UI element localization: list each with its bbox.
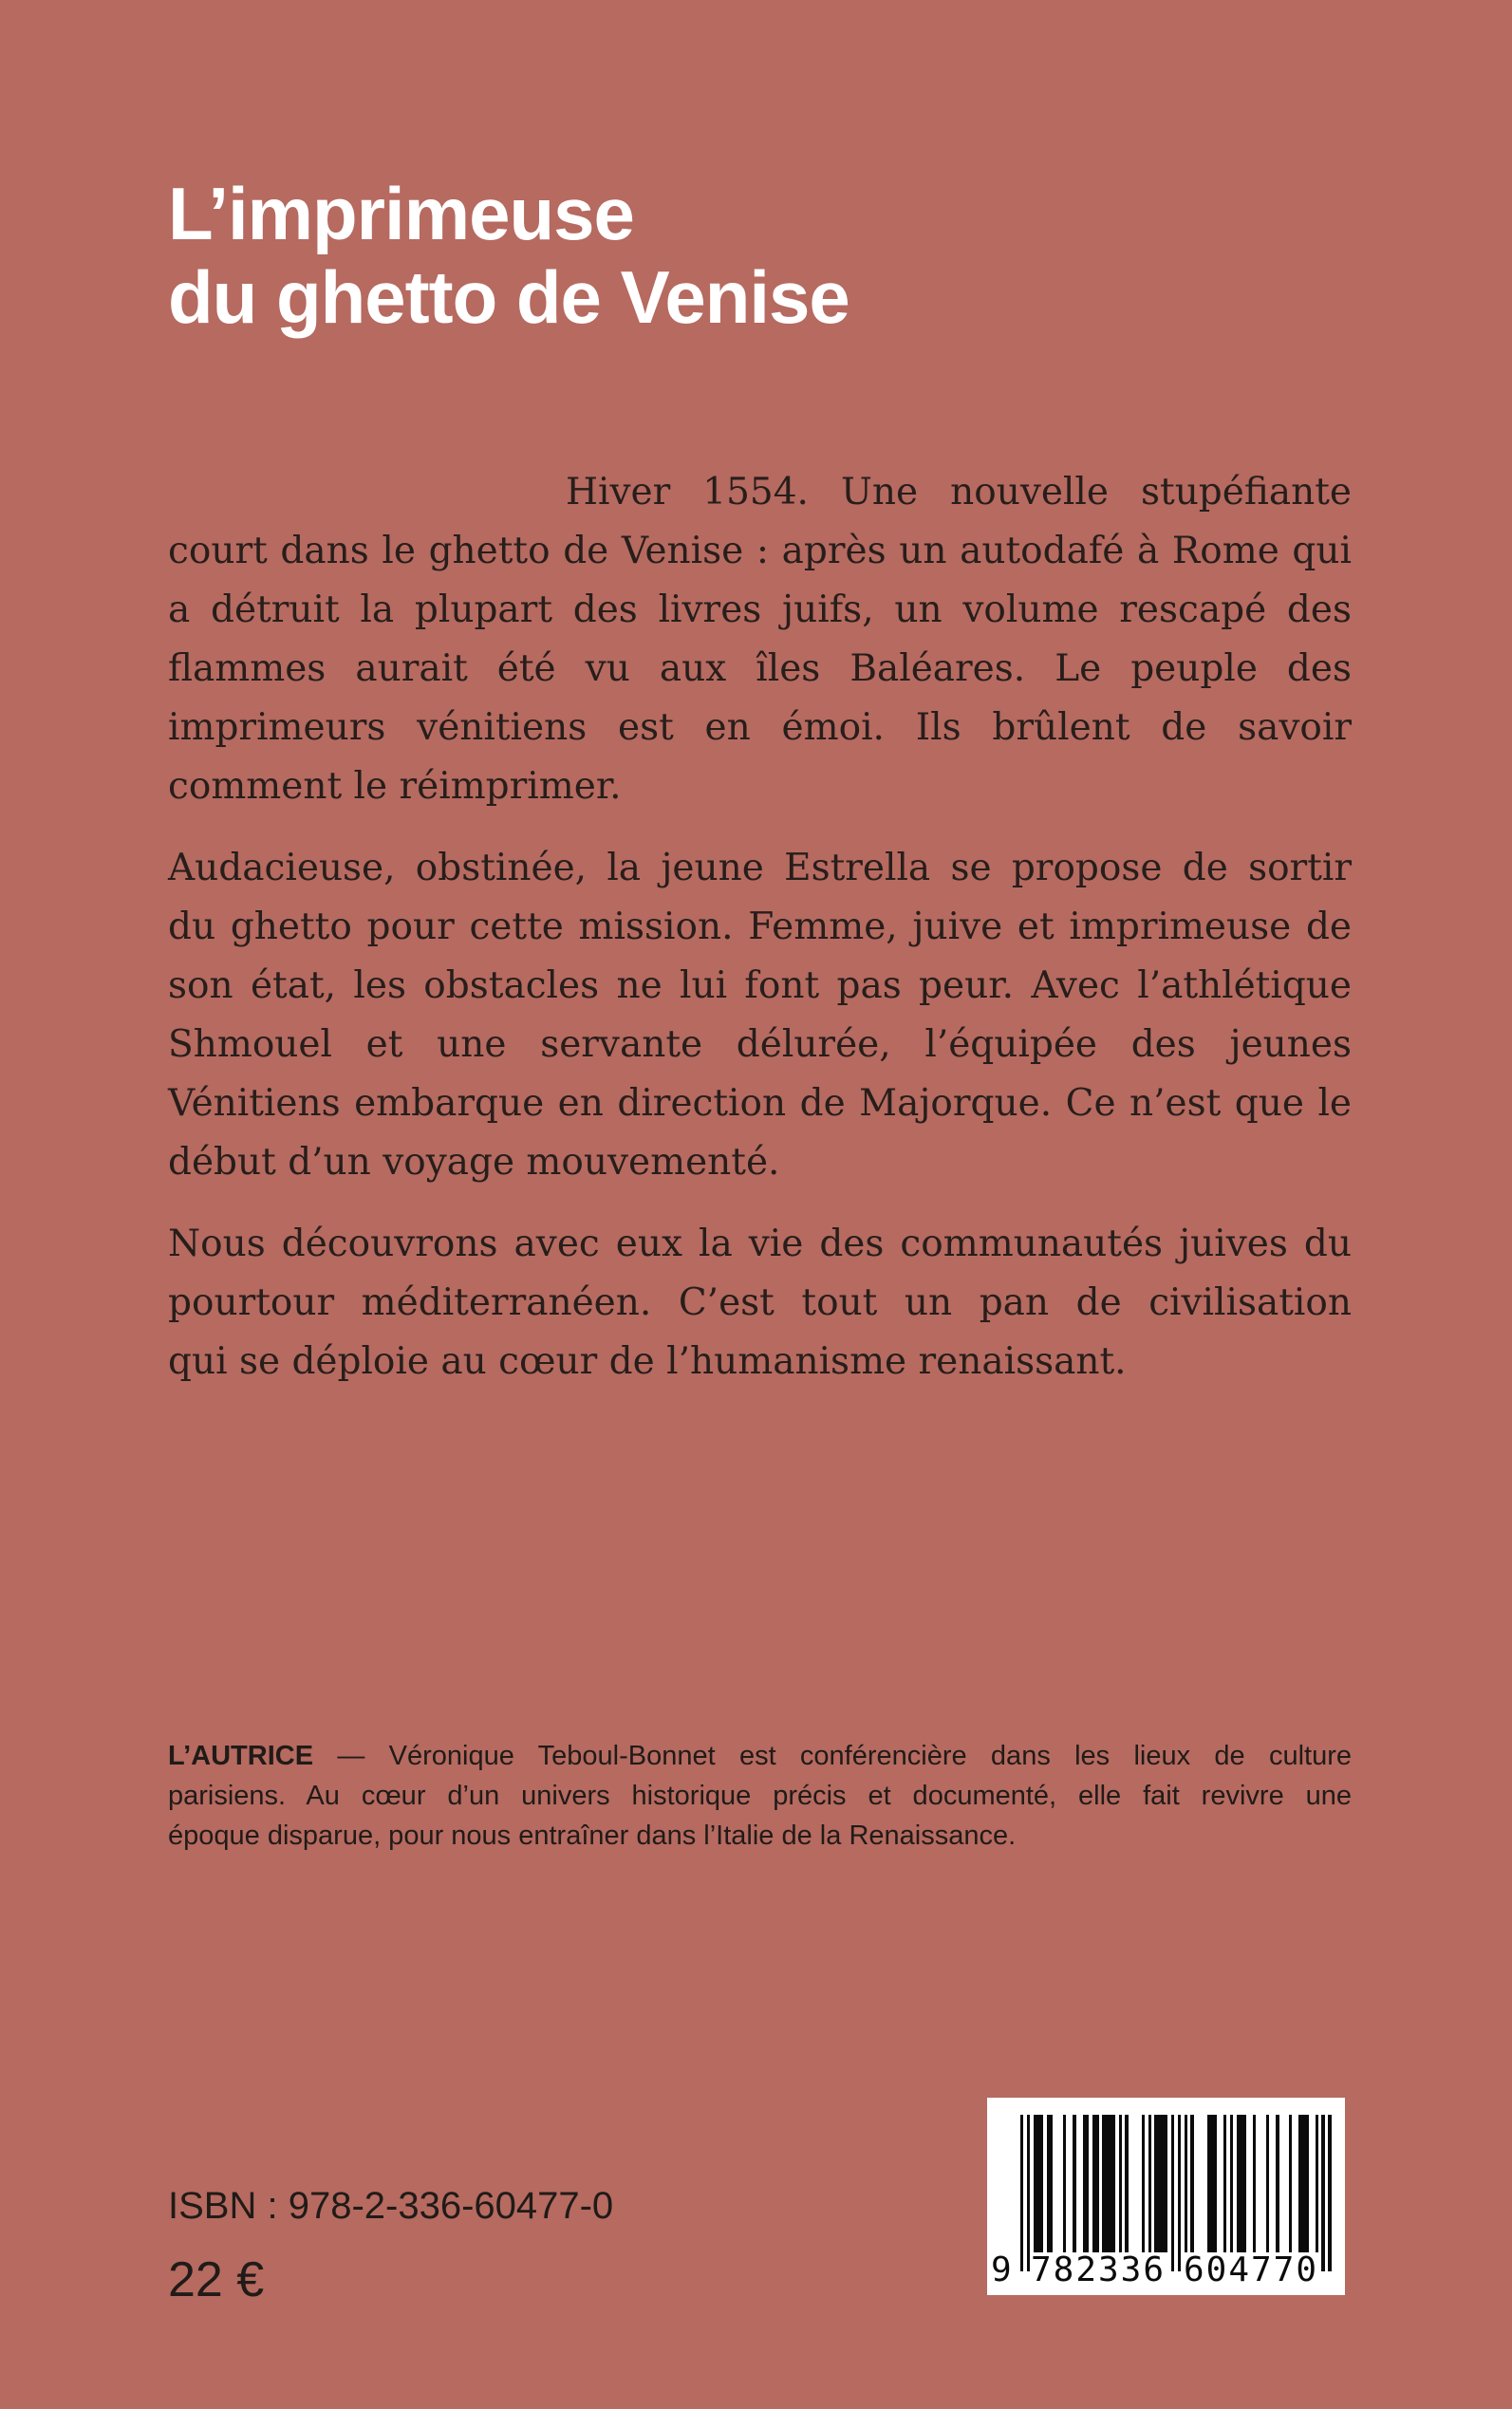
barcode-bar — [1230, 2115, 1233, 2252]
synopsis-line: son état, les obstacles ne lui font pas peur. Avec l’athlétique — [168, 964, 1352, 1007]
synopsis-line: a détruit la plupart des livres juifs, un volume rescapé des — [168, 588, 1352, 631]
barcode-bar — [1040, 2115, 1043, 2252]
barcode-bar — [1165, 2115, 1167, 2252]
synopsis-line: imprimeurs vénitiens est en émoi. Ils brûlent de savoir — [168, 706, 1352, 749]
barcode-bar — [1190, 2115, 1193, 2252]
barcode-digits-right: 604770 — [1183, 2250, 1319, 2289]
barcode-bar — [1214, 2115, 1217, 2252]
barcode-digit-first: 9 — [991, 2250, 1012, 2289]
synopsis-line: Shmouel et une servante délurée, l’équipée des jeunes — [168, 1023, 1352, 1066]
barcode-bar — [1095, 2115, 1098, 2252]
barcode-bar — [1266, 2115, 1269, 2252]
book-title-line-2: du ghetto de Venise — [168, 255, 849, 339]
author-separator: — — [313, 1741, 389, 1771]
barcode-bar — [1119, 2115, 1122, 2252]
barcode-bar — [1328, 2115, 1331, 2271]
barcode-bar — [1112, 2115, 1115, 2252]
barcode-bar — [1125, 2115, 1128, 2252]
author-note-line: parisiens. Au cœur d’un univers historique précis et documenté, elle fait revivre une — [168, 1781, 1352, 1811]
synopsis-line: qui se déploie au cœur de l’humanisme renaissant. — [168, 1340, 1127, 1383]
barcode-bar — [1171, 2115, 1174, 2271]
barcode-bar — [1253, 2115, 1256, 2252]
author-note — [168, 1736, 1352, 1856]
author-label: L’AUTRICE — [168, 1741, 314, 1771]
author-note-line — [168, 1736, 1352, 1776]
synopsis-line: pourtour méditerranéen. C’est tout un pan de civilisation — [168, 1281, 1352, 1324]
synopsis-line: comment le réimprimer. — [168, 765, 622, 808]
synopsis-line: flammes aurait été vu aux îles Baléares. Le peuple des — [168, 647, 1352, 690]
synopsis-line: Vénitiens embarque en direction de Majorque. Ce n’est que le — [168, 1082, 1352, 1125]
barcode-bar — [1050, 2115, 1053, 2252]
author-note-line: époque disparue, pour nous entraîner dans l’Italie de la Renaissance. — [168, 1821, 1017, 1851]
synopsis-paragraph — [168, 839, 1352, 1192]
author-note-text: Véronique Teboul-Bonnet est conférencière dans les lieux de culture — [388, 1741, 1352, 1771]
barcode-bar — [1063, 2115, 1066, 2252]
barcode-bar — [1073, 2115, 1075, 2252]
barcode-bar — [1243, 2115, 1246, 2252]
synopsis-line: du ghetto pour cette mission. Femme, juive et imprimeuse de — [168, 906, 1352, 948]
book-title — [168, 172, 849, 339]
barcode-bar — [1142, 2115, 1145, 2252]
barcode-bar — [1020, 2115, 1023, 2271]
barcode-bar — [1223, 2115, 1226, 2252]
synopsis-line: début d’un voyage mouvementé. — [168, 1141, 780, 1184]
synopsis-paragraph — [168, 463, 1352, 816]
barcode-bar — [1321, 2115, 1324, 2271]
synopsis-paragraph — [168, 1215, 1352, 1391]
barcode-bar — [1027, 2115, 1030, 2271]
barcode-bar — [1289, 2115, 1292, 2252]
book-title-line-1: L’imprimeuse — [168, 172, 634, 255]
barcode-bar — [1316, 2115, 1318, 2252]
barcode-bar — [1178, 2115, 1181, 2271]
barcode-bar — [1148, 2115, 1151, 2252]
barcode — [987, 2098, 1345, 2295]
synopsis-line: court dans le ghetto de Venise : après un autodafé à Rome qui — [168, 530, 1352, 572]
price-text: 22 € — [168, 2252, 265, 2307]
barcode-bars — [1020, 2115, 1330, 2271]
barcode-bar — [1086, 2115, 1089, 2252]
synopsis-line: Nous découvrons avec eux la vie des communautés juives du — [168, 1223, 1352, 1265]
synopsis-line: Audacieuse, obstinée, la jeune Estrella se propose de sortir — [168, 847, 1352, 889]
synopsis — [168, 463, 1352, 1391]
barcode-digits-left: 782336 — [1030, 2250, 1167, 2289]
barcode-bar — [1185, 2115, 1187, 2252]
barcode-bar — [1305, 2115, 1308, 2252]
isbn-text: ISBN : 978-2-336-60477-0 — [168, 2185, 614, 2227]
barcode-bar — [1276, 2115, 1279, 2252]
synopsis-line: Hiver 1554. Une nouvelle stupéfiante — [566, 471, 1352, 514]
